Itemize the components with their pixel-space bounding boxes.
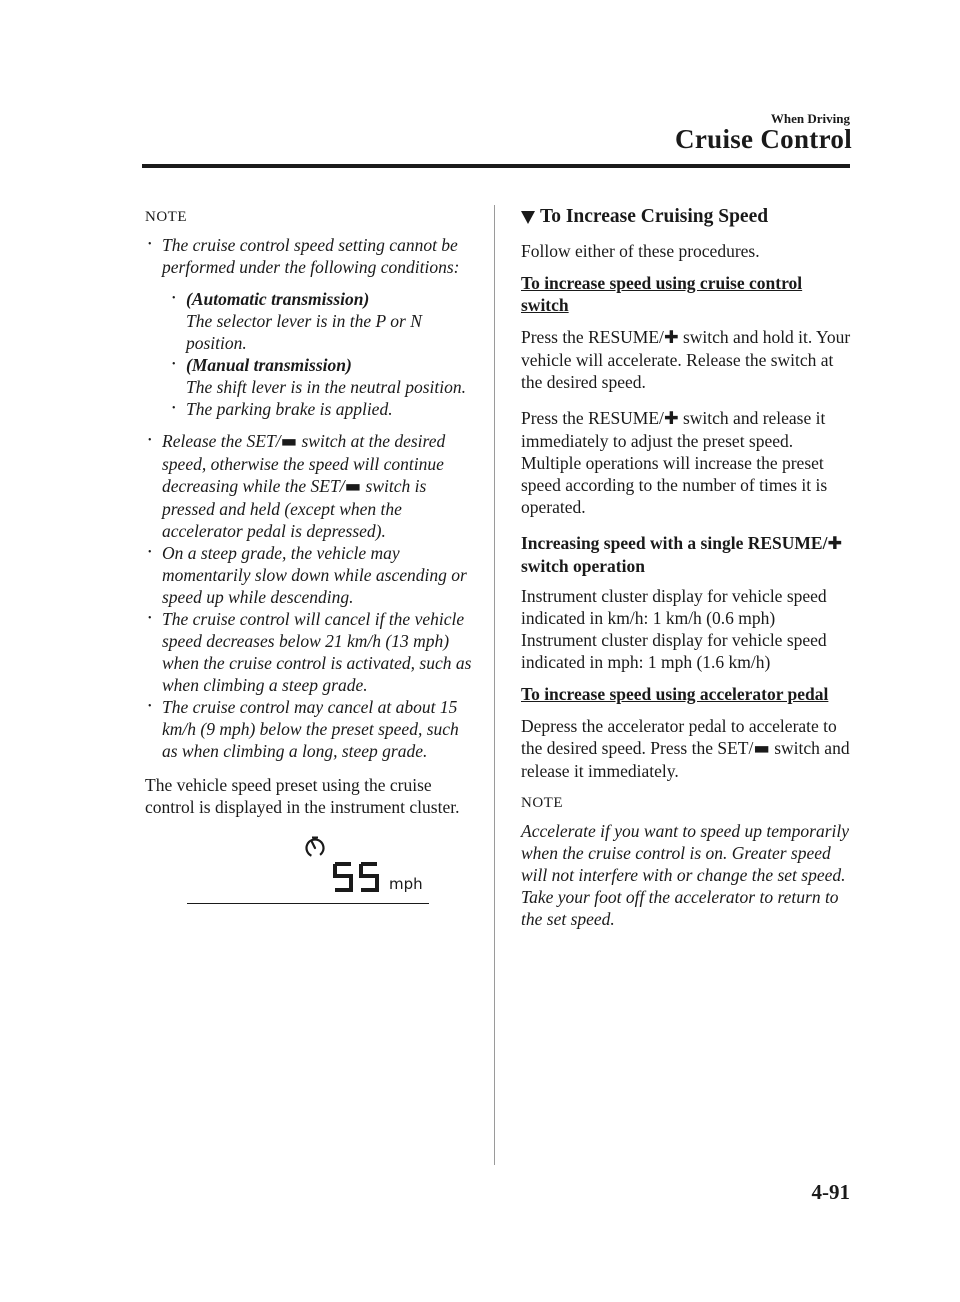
- hold-paragraph: [521, 326, 853, 393]
- text-run: switch operation: [521, 556, 645, 576]
- condition-text: The selector lever is in the P or N position.: [186, 311, 422, 353]
- subheading-accelerator: To increase speed using accelerator pedal: [521, 684, 829, 704]
- note-intro: The cruise control speed setting cannot be performed under the following conditions:: [162, 235, 460, 277]
- minus-icon: ▬: [280, 432, 298, 452]
- column-divider: [494, 205, 495, 1165]
- minus-icon: ▬: [753, 739, 770, 759]
- text-run: Press the RESUME/: [521, 327, 664, 347]
- figure-rule: [187, 903, 429, 904]
- section-label: When Driving: [770, 111, 850, 126]
- condition-title: • (Manual transmission): [186, 355, 352, 375]
- conditions-list: [162, 288, 475, 420]
- speed-unit-label: mph: [389, 875, 423, 893]
- page-number: 4-91: [811, 1180, 850, 1204]
- text-run: switch and release it immediately.: [521, 738, 850, 781]
- triangle-down-icon: [521, 211, 535, 224]
- text-run: Press the RESUME/: [521, 408, 664, 428]
- speedometer-icon: [303, 835, 327, 859]
- left-column: [145, 206, 475, 912]
- display-description: The vehicle speed preset using the cruise control is displayed in the instrument cluster.: [145, 775, 460, 817]
- mph-increment-text: Instrument cluster display for vehicle speed indicated in mph: 1 mph (1.6 km/h): [521, 630, 827, 672]
- note-item-steep: • On a steep grade, the vehicle may momentarily slow down while ascending or speed up while descending.: [145, 542, 475, 608]
- text-run: Increasing speed with a single RESUME/: [521, 533, 828, 553]
- speed-value: 55: [331, 862, 332, 863]
- note-item-cancel-about: • The cruise control may cancel at about 15 km/h (9 mph) below the preset speed, such as when climbing a long, steep grade.: [145, 696, 475, 762]
- note-item-cancel: • The cruise control will cancel if the vehicle speed decreases below 21 km/h (13 mph) when the cruise control is activated, such as when climbing a steep grade.: [145, 608, 475, 696]
- note-item-conditions: [145, 234, 475, 420]
- text-run: switch and release it immediately to adjust the preset speed. Multiple operations will increase the preset speed according to the number of times it is operated.: [521, 408, 828, 517]
- condition-text: • The parking brake is applied.: [186, 399, 393, 419]
- text-run: switch and hold it. Your vehicle will accelerate. Release the switch at the desired speed.: [521, 327, 851, 392]
- header-rule: [142, 164, 850, 168]
- text-run: Release the SET/: [162, 431, 281, 451]
- section-heading-text: To Increase Cruising Speed: [540, 206, 769, 227]
- intro-text: Follow either of these procedures.: [521, 241, 760, 261]
- subheading-cruise-switch: To increase speed using cruise control switch: [521, 273, 803, 315]
- note-heading: NOTE: [521, 795, 563, 811]
- speed-digits-icon: [331, 862, 383, 892]
- condition-text: The shift lever is in the neutral position.: [186, 377, 466, 397]
- condition-title: • (Automatic transmission): [186, 289, 370, 309]
- note-list: [145, 234, 475, 762]
- plus-icon: ✚: [663, 328, 679, 348]
- right-column: [521, 206, 853, 930]
- condition-item: [162, 398, 475, 420]
- pedal-paragraph: [521, 715, 853, 782]
- note-heading: NOTE: [145, 209, 187, 225]
- condition-item: [162, 288, 475, 354]
- text-run: switch is pressed and held (except when the accelerator pedal is depressed).: [162, 476, 427, 541]
- text-run: switch at the desired speed, otherwise the speed will continue decreasing while the SET/: [162, 431, 446, 496]
- kmh-increment-text: Instrument cluster display for vehicle speed indicated in km/h: 1 km/h (0.6 mph): [521, 586, 827, 628]
- cluster-display-figure: [145, 832, 475, 912]
- text-run: Depress the accelerator pedal to accelerate to the desired speed. Press the SET/: [521, 716, 837, 758]
- condition-item: [162, 354, 475, 398]
- plus-icon: ✚: [663, 409, 679, 429]
- note-text: Accelerate if you want to speed up temporarily when the cruise control is on. Greater speed will not interfere with or change the set speed. Take your foot off the accelerator to return to the set speed.: [521, 821, 850, 929]
- note-item-release: [145, 430, 475, 542]
- minus-icon: ▬: [344, 477, 362, 497]
- section-heading: [521, 206, 853, 228]
- page-title: Cruise Control: [675, 124, 852, 154]
- plus-icon: ✚: [827, 534, 843, 554]
- release-paragraph: [521, 407, 853, 518]
- single-operation-heading: [521, 532, 853, 577]
